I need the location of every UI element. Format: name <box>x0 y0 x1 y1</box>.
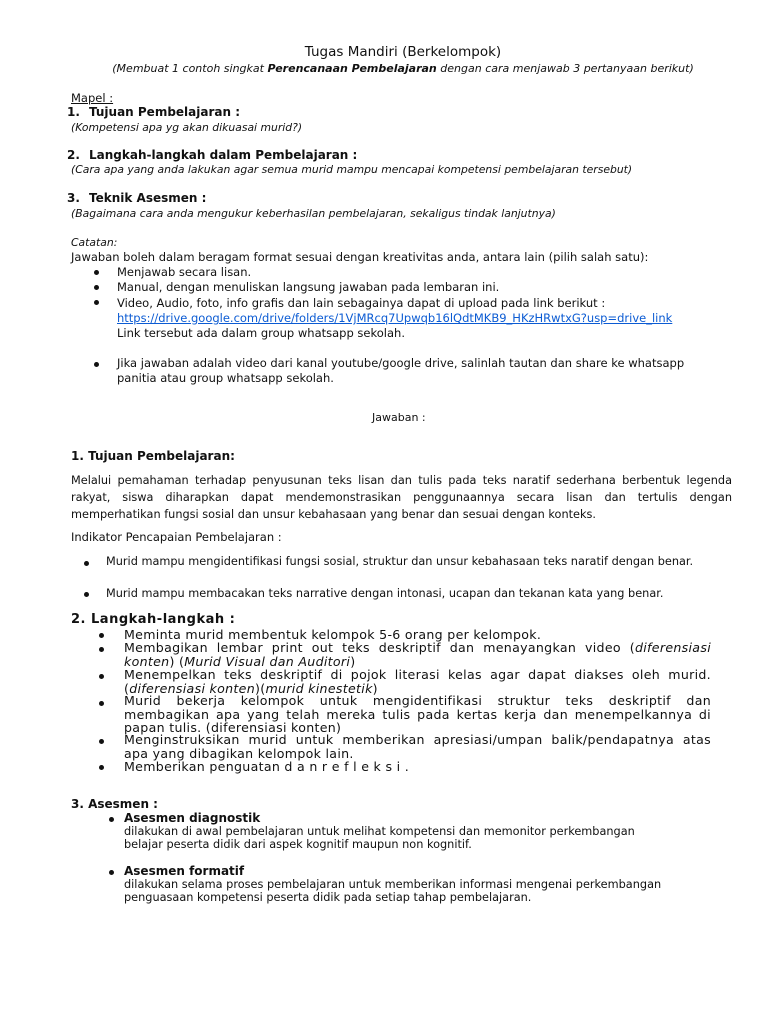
bullet-icon <box>94 300 99 305</box>
indikator-item-1: Murid mampu mengidentifikasi fungsi sosial, struktur dan unsur kebahasaan teks naratif dengan benar. <box>106 555 694 568</box>
bullet-icon <box>109 870 114 875</box>
asesmen-diagnostik-line2: belajar peserta didik dari aspek kognitif maupun non kognitif. <box>124 838 472 851</box>
catatan-item-1: Menjawab secara lisan. <box>117 265 252 279</box>
document-subtitle <box>0 62 768 75</box>
link-note: Link tersebut ada dalam group whatsapp sekolah. <box>117 326 405 340</box>
step-2-italic: diferensiasi konten <box>124 640 711 669</box>
indikator-label: Indikator Pencapaian Pembelajaran : <box>71 530 282 544</box>
step-3-italic: diferensiasi konten <box>129 680 255 696</box>
answer-1-paragraph: Melalui pemahaman terhadap penyusunan teks lisan dan tulis pada teks naratif sederhana berbentuk legenda rakyat, siswa diharapkan dapat mendemonstrasikan penggunaannya secara lisan dan tertulis dengan memperhatikan fungsi sosial dan unsur kebahasaan yang benar dan sesuai dengan konteks. <box>71 474 732 521</box>
asesmen-diagnostik-line1: dilakukan di awal pembelajaran untuk melihat kompetensi dan memonitor perkembangan <box>124 825 635 838</box>
question-3-hint: (Bagaimana cara anda mengukur keberhasilan pembelajaran, sekaligus tindak lanjutnya) <box>71 207 556 220</box>
indikator-item-2: Murid mampu membacakan teks narrative dengan intonasi, ucapan dan tekanan kata yang benar. <box>106 587 664 600</box>
step-4: Murid bekerja kelompok untuk mengidentifikasi struktur teks deskriptif dan membagikan apa yang telah mereka tulis pada kertas kerja dan menempelkannya di papan tulis. (diferensiasi konten) <box>124 693 711 735</box>
answer-1-heading: 1. Tujuan Pembelajaran: <box>71 449 235 463</box>
question-3-number: 3. <box>67 191 80 205</box>
mapel-label: Mapel : <box>71 91 114 105</box>
bullet-icon <box>99 674 104 679</box>
step-2-text: Membagikan lembar print out teks deskriptif dan menayangkan video ( <box>124 640 635 655</box>
question-2-hint: (Cara apa yang anda lakukan agar semua murid mampu mencapai kompetensi pembelajaran tersebut) <box>71 163 633 176</box>
question-2-title: Langkah-langkah dalam Pembelajaran : <box>89 148 358 162</box>
step-1: Meminta murid membentuk kelompok 5-6 orang per kelompok. <box>124 627 542 642</box>
bullet-icon <box>99 765 104 770</box>
bullet-icon <box>84 592 89 597</box>
catatan-item-2: Manual, dengan menuliskan langsung jawaban pada lembaran ini. <box>117 280 500 294</box>
drive-link[interactable]: https://drive.google.com/drive/folders/1VjMRcq7Upwqb16lQdtMKB9_HKzHRwtxG?usp=drive_link <box>117 311 673 325</box>
catatan-extra-line2: panitia atau group whatsapp sekolah. <box>117 371 334 385</box>
step-2 <box>124 641 711 668</box>
question-2-number: 2. <box>67 148 80 162</box>
subtitle-text-end: dengan cara menjawab 3 pertanyaan berikut) <box>436 62 694 75</box>
answer-3-heading: 3. Asesmen : <box>71 797 158 811</box>
jawaban-label: Jawaban : <box>372 411 426 424</box>
catatan-extra-line1: Jika jawaban adalah video dari kanal youtube/google drive, salinlah tautan dan share ke whatsapp <box>117 356 685 370</box>
step-3-text-b: )( <box>255 680 266 696</box>
question-1-hint: (Kompetensi apa yg akan dikuasai murid?) <box>71 121 303 134</box>
bullet-icon <box>109 817 114 822</box>
step-2-italic-b: Murid Visual dan Auditori <box>184 653 351 669</box>
step-2-text-b: ) ( <box>169 653 185 669</box>
bullet-icon <box>84 561 89 566</box>
step-2-text-c: ) <box>350 653 356 669</box>
document-title: Tugas Mandiri (Berkelompok) <box>304 44 502 60</box>
step-3 <box>124 668 711 695</box>
bullet-icon <box>99 739 104 744</box>
bullet-icon <box>94 285 99 290</box>
asesmen-formatif-line2: penguasaan kompetensi peserta didik pada setiap tahap pembelajaran. <box>124 891 532 904</box>
step-3-italic-b: murid kinestetik <box>265 680 373 696</box>
catatan-intro: Jawaban boleh dalam beragam format sesuai dengan kreativitas anda, antara lain (pilih salah satu): <box>71 250 649 264</box>
asesmen-formatif-line1: dilakukan selama proses pembelajaran untuk memberikan informasi mengenai perkembangan <box>124 878 662 891</box>
bullet-icon <box>99 633 104 638</box>
answer-2-heading: 2. Langkah-langkah : <box>71 612 236 627</box>
subtitle-bold: Perencanaan Pembelajaran <box>267 62 437 75</box>
asesmen-diagnostik-title: Asesmen diagnostik <box>124 811 261 825</box>
bullet-icon <box>99 701 104 706</box>
subtitle-text: (Membuat 1 contoh singkat <box>112 62 268 75</box>
question-3-title: Teknik Asesmen : <box>89 191 207 205</box>
step-3-text-c: ) <box>372 680 378 696</box>
bullet-icon <box>94 270 99 275</box>
asesmen-formatif-title: Asesmen formatif <box>124 864 245 878</box>
catatan-label: Catatan: <box>71 236 118 249</box>
question-1-number: 1. <box>67 105 80 119</box>
bullet-icon <box>94 362 99 367</box>
step-5: Menginstruksikan murid untuk memberikan apresiasi/umpan balik/pendapatnya atas apa yang dibagikan kelompok lain. <box>124 732 711 761</box>
catatan-item-3: Video, Audio, foto, info grafis dan lain sebagainya dapat di upload pada link berikut : <box>117 296 606 310</box>
bullet-icon <box>99 647 104 652</box>
question-1-title: Tujuan Pembelajaran : <box>89 105 241 119</box>
step-3-text: Menempelkan teks deskriptif di pojok literasi kelas agar dapat diakses oleh murid. ( <box>124 667 711 696</box>
step-6: Memberikan penguatan d a n r e f l e k s i . <box>124 759 410 774</box>
